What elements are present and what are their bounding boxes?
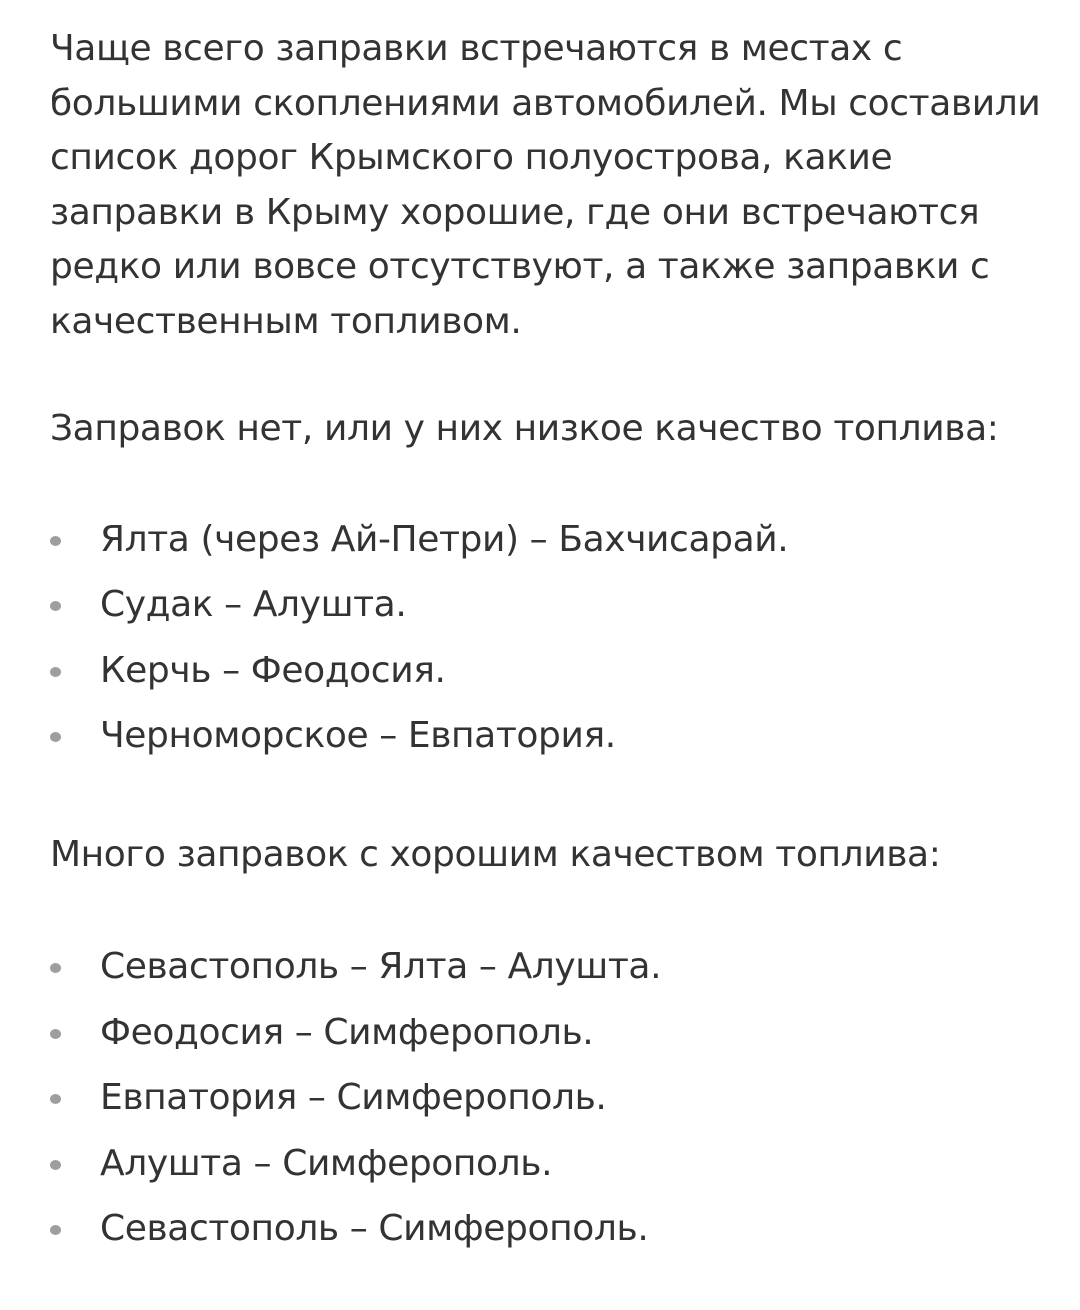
bullet-dot-icon [50, 601, 61, 611]
list-item-text: Севастополь – Ялта – Алушта. [100, 946, 662, 987]
list-item-text: Черноморское – Евпатория. [100, 715, 616, 756]
list-item [50, 1000, 1050, 1066]
list-item-text: Алушта – Симферополь. [100, 1142, 553, 1184]
section-heading-good-stations: Много заправок с хорошим качеством топлива: [50, 833, 941, 875]
list-item-text: Судак – Алушта. [100, 584, 407, 625]
section-heading-no-stations: Заправок нет, или у них низкое качество топлива: [50, 408, 999, 449]
list-item [50, 1131, 1050, 1197]
list-item [50, 638, 1050, 704]
list-item-text: Феодосия – Симферополь. [100, 1011, 594, 1053]
list-good-stations [50, 934, 1050, 1262]
article-content [50, 0, 1050, 1262]
bullet-dot-icon [50, 1029, 61, 1039]
list-item [50, 1196, 1050, 1262]
list-item [50, 703, 1050, 769]
list-item [50, 934, 1050, 1000]
bullet-dot-icon [50, 963, 61, 973]
list-item [50, 572, 1050, 638]
list-item-text: Севастополь – Симферополь. [100, 1208, 649, 1249]
list-item [50, 507, 1050, 573]
list-item-text: Керчь – Феодосия. [100, 649, 446, 691]
bullet-dot-icon [50, 1225, 61, 1235]
intro-paragraph: Чаще всего заправки встречаются в местах с большими скоплениями автомобилей. Мы составили список дорог Крымского полуострова, какие заправки в Крыму хорошие, где они встречаются редко или вовсе отсутствуют, а также заправки с качественным топливом. [50, 28, 1041, 342]
list-no-stations [50, 507, 1050, 769]
list-item-text: Ялта (через Ай-Петри) – Бахчисарай. [100, 518, 789, 560]
bullet-dot-icon [50, 667, 61, 677]
list-item [50, 1065, 1050, 1131]
bullet-dot-icon [50, 732, 61, 742]
bullet-dot-icon [50, 536, 61, 546]
bullet-dot-icon [50, 1160, 61, 1170]
list-item-text: Евпатория – Симферополь. [100, 1077, 607, 1118]
bullet-dot-icon [50, 1094, 61, 1104]
